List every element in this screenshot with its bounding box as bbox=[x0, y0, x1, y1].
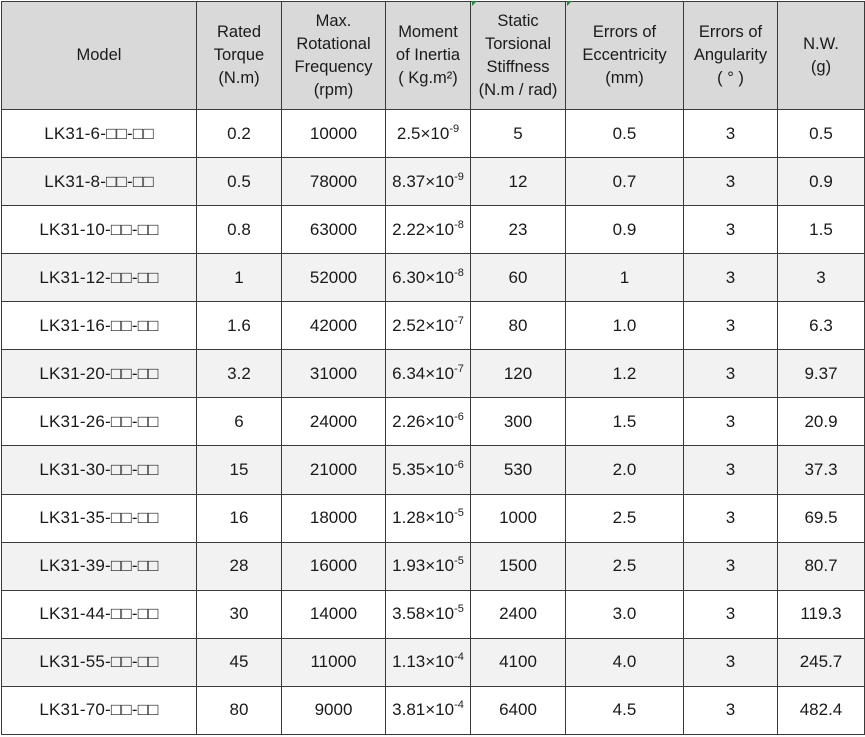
table-row bbox=[2, 446, 865, 494]
inertia-exponent: -9 bbox=[454, 170, 464, 183]
eccentricity-error-cell: 3.0 bbox=[566, 590, 684, 638]
torsional-stiffness-cell: 6400 bbox=[471, 686, 566, 734]
rated-torque-cell: 0.2 bbox=[197, 110, 282, 158]
max-frequency-cell: 31000 bbox=[282, 350, 386, 398]
column-header-line: Eccentricity bbox=[582, 46, 667, 64]
max-frequency-cell: 9000 bbox=[282, 686, 386, 734]
inertia-mantissa: 1.13×10 bbox=[392, 652, 455, 672]
model-cell: LK31-6-□□-□□ bbox=[2, 110, 197, 158]
eccentricity-error-cell: 0.7 bbox=[566, 158, 684, 206]
column-header-line: (N.m) bbox=[218, 69, 260, 87]
rated-torque-cell: 30 bbox=[197, 590, 282, 638]
rated-torque-cell: 3.2 bbox=[197, 350, 282, 398]
inertia-exponent: -5 bbox=[454, 555, 464, 568]
inertia-exponent: -5 bbox=[454, 507, 464, 520]
moment-of-inertia-cell bbox=[386, 254, 471, 302]
column-header-line: (N.m / rad) bbox=[478, 80, 558, 99]
column-header-line: Frequency bbox=[294, 57, 373, 76]
model-cell: LK31-26-□□-□□ bbox=[2, 398, 197, 446]
column-header-errors-of-eccentricity bbox=[566, 2, 684, 110]
model-cell: LK31-70-□□-□□ bbox=[2, 686, 197, 734]
inertia-exponent: -6 bbox=[454, 410, 464, 423]
moment-of-inertia-cell bbox=[386, 542, 471, 590]
model-cell: LK31-30-□□-□□ bbox=[2, 446, 197, 494]
angularity-error-cell: 3 bbox=[684, 446, 778, 494]
model-cell: LK31-39-□□-□□ bbox=[2, 542, 197, 590]
eccentricity-error-cell: 1.5 bbox=[566, 398, 684, 446]
eccentricity-error-cell: 4.0 bbox=[566, 638, 684, 686]
max-frequency-cell: 14000 bbox=[282, 590, 386, 638]
net-weight-cell: 0.5 bbox=[778, 110, 865, 158]
rated-torque-cell: 6 bbox=[197, 398, 282, 446]
inertia-exponent: -6 bbox=[454, 458, 464, 471]
rated-torque-cell: 1 bbox=[197, 254, 282, 302]
inertia-mantissa: 3.58×10 bbox=[392, 604, 455, 624]
net-weight-cell: 80.7 bbox=[778, 542, 865, 590]
angularity-error-cell: 3 bbox=[684, 206, 778, 254]
table-body bbox=[2, 110, 865, 735]
eccentricity-error-cell: 4.5 bbox=[566, 686, 684, 734]
max-frequency-cell: 10000 bbox=[282, 110, 386, 158]
model-cell: LK31-8-□□-□□ bbox=[2, 158, 197, 206]
column-header-line: Max. bbox=[315, 11, 352, 30]
max-frequency-cell: 21000 bbox=[282, 446, 386, 494]
angularity-error-cell: 3 bbox=[684, 542, 778, 590]
table-row bbox=[2, 542, 865, 590]
moment-of-inertia-cell bbox=[386, 494, 471, 542]
net-weight-cell: 20.9 bbox=[778, 398, 865, 446]
torsional-stiffness-cell: 23 bbox=[471, 206, 566, 254]
inertia-mantissa: 6.30×10 bbox=[392, 267, 455, 287]
moment-of-inertia-cell bbox=[386, 158, 471, 206]
eccentricity-error-cell: 0.5 bbox=[566, 110, 684, 158]
angularity-error-cell: 3 bbox=[684, 638, 778, 686]
table-row bbox=[2, 398, 865, 446]
max-frequency-cell: 18000 bbox=[282, 494, 386, 542]
column-header-line: ( ° ) bbox=[717, 69, 744, 87]
column-header-line: (rpm) bbox=[313, 80, 354, 99]
torsional-stiffness-cell: 4100 bbox=[471, 638, 566, 686]
inertia-mantissa: 8.37×10 bbox=[392, 171, 455, 191]
column-header-line: Torque bbox=[213, 46, 265, 64]
eccentricity-error-cell: 0.9 bbox=[566, 206, 684, 254]
header-row bbox=[2, 2, 865, 110]
inertia-mantissa: 2.5×10 bbox=[396, 123, 450, 143]
torsional-stiffness-cell: 2400 bbox=[471, 590, 566, 638]
table-row bbox=[2, 254, 865, 302]
rated-torque-cell: 28 bbox=[197, 542, 282, 590]
model-cell: LK31-10-□□-□□ bbox=[2, 206, 197, 254]
table-row bbox=[2, 110, 865, 158]
inertia-exponent: -4 bbox=[454, 699, 464, 712]
column-header-rated-torque bbox=[197, 2, 282, 110]
table-row bbox=[2, 638, 865, 686]
inertia-mantissa: 5.35×10 bbox=[392, 459, 455, 479]
column-header-line: Rated bbox=[216, 23, 262, 41]
torsional-stiffness-cell: 80 bbox=[471, 302, 566, 350]
model-cell: LK31-12-□□-□□ bbox=[2, 254, 197, 302]
net-weight-cell: 9.37 bbox=[778, 350, 865, 398]
inertia-mantissa: 2.26×10 bbox=[392, 411, 455, 431]
eccentricity-error-cell: 2.5 bbox=[566, 542, 684, 590]
cell-marker-icon bbox=[472, 1, 477, 6]
cell-marker-icon bbox=[567, 1, 572, 6]
inertia-mantissa: 6.34×10 bbox=[392, 363, 455, 383]
column-header-line: Model bbox=[76, 46, 122, 64]
moment-of-inertia-cell bbox=[386, 686, 471, 734]
column-header-max-rotational-frequency bbox=[282, 2, 386, 110]
model-cell: LK31-55-□□-□□ bbox=[2, 638, 197, 686]
eccentricity-error-cell: 1.0 bbox=[566, 302, 684, 350]
torsional-stiffness-cell: 60 bbox=[471, 254, 566, 302]
column-header-line: N.W. bbox=[803, 34, 839, 53]
inertia-exponent: -8 bbox=[454, 266, 464, 279]
column-header-line: of Inertia bbox=[395, 46, 461, 64]
max-frequency-cell: 42000 bbox=[282, 302, 386, 350]
column-header-errors-of-angularity bbox=[684, 2, 778, 110]
inertia-mantissa: 3.81×10 bbox=[392, 700, 455, 720]
net-weight-cell: 1.5 bbox=[778, 206, 865, 254]
column-header-line: Stiffness bbox=[486, 57, 550, 76]
net-weight-cell: 482.4 bbox=[778, 686, 865, 734]
column-header-line: Errors of bbox=[698, 23, 763, 41]
moment-of-inertia-cell bbox=[386, 206, 471, 254]
table-row bbox=[2, 206, 865, 254]
column-header-net-weight bbox=[778, 2, 865, 110]
torsional-stiffness-cell: 5 bbox=[471, 110, 566, 158]
eccentricity-error-cell: 2.5 bbox=[566, 494, 684, 542]
moment-of-inertia-cell bbox=[386, 590, 471, 638]
model-cell: LK31-16-□□-□□ bbox=[2, 302, 197, 350]
max-frequency-cell: 16000 bbox=[282, 542, 386, 590]
inertia-exponent: -4 bbox=[454, 651, 464, 664]
inertia-mantissa: 2.22×10 bbox=[392, 219, 455, 239]
torsional-stiffness-cell: 300 bbox=[471, 398, 566, 446]
torsional-stiffness-cell: 1500 bbox=[471, 542, 566, 590]
rated-torque-cell: 16 bbox=[197, 494, 282, 542]
inertia-exponent: -7 bbox=[454, 362, 464, 375]
rated-torque-cell: 80 bbox=[197, 686, 282, 734]
table-row bbox=[2, 350, 865, 398]
inertia-mantissa: 2.52×10 bbox=[392, 315, 455, 335]
net-weight-cell: 37.3 bbox=[778, 446, 865, 494]
angularity-error-cell: 3 bbox=[684, 254, 778, 302]
column-header-line: Rotational bbox=[296, 34, 371, 53]
angularity-error-cell: 3 bbox=[684, 350, 778, 398]
angularity-error-cell: 3 bbox=[684, 686, 778, 734]
max-frequency-cell: 78000 bbox=[282, 158, 386, 206]
rated-torque-cell: 1.6 bbox=[197, 302, 282, 350]
rated-torque-cell: 45 bbox=[197, 638, 282, 686]
inertia-exponent: -9 bbox=[449, 122, 460, 135]
column-header-line: ( Kg.m²) bbox=[398, 69, 458, 87]
inertia-mantissa: 1.28×10 bbox=[392, 508, 455, 528]
column-header-line: Angularity bbox=[693, 46, 768, 64]
column-header-model bbox=[2, 2, 197, 110]
inertia-exponent: -7 bbox=[454, 314, 464, 327]
net-weight-cell: 3 bbox=[778, 254, 865, 302]
moment-of-inertia-cell bbox=[386, 398, 471, 446]
moment-of-inertia-cell bbox=[386, 638, 471, 686]
angularity-error-cell: 3 bbox=[684, 158, 778, 206]
rated-torque-cell: 0.5 bbox=[197, 158, 282, 206]
torsional-stiffness-cell: 1000 bbox=[471, 494, 566, 542]
inertia-mantissa: 1.93×10 bbox=[392, 556, 455, 576]
net-weight-cell: 6.3 bbox=[778, 302, 865, 350]
torsional-stiffness-cell: 12 bbox=[471, 158, 566, 206]
column-header-line: Moment bbox=[398, 23, 458, 41]
column-header-line: (mm) bbox=[605, 69, 644, 87]
angularity-error-cell: 3 bbox=[684, 590, 778, 638]
eccentricity-error-cell: 1.2 bbox=[566, 350, 684, 398]
max-frequency-cell: 63000 bbox=[282, 206, 386, 254]
inertia-exponent: -5 bbox=[454, 603, 464, 616]
table-row bbox=[2, 686, 865, 734]
table-row bbox=[2, 302, 865, 350]
specification-table bbox=[1, 1, 865, 735]
angularity-error-cell: 3 bbox=[684, 494, 778, 542]
net-weight-cell: 69.5 bbox=[778, 494, 865, 542]
table-header bbox=[2, 2, 865, 110]
inertia-exponent: -8 bbox=[454, 218, 464, 231]
moment-of-inertia-cell bbox=[386, 350, 471, 398]
rated-torque-cell: 0.8 bbox=[197, 206, 282, 254]
model-cell: LK31-35-□□-□□ bbox=[2, 494, 197, 542]
torsional-stiffness-cell: 530 bbox=[471, 446, 566, 494]
angularity-error-cell: 3 bbox=[684, 110, 778, 158]
eccentricity-error-cell: 1 bbox=[566, 254, 684, 302]
table-row bbox=[2, 158, 865, 206]
model-cell: LK31-20-□□-□□ bbox=[2, 350, 197, 398]
eccentricity-error-cell: 2.0 bbox=[566, 446, 684, 494]
net-weight-cell: 245.7 bbox=[778, 638, 865, 686]
net-weight-cell: 0.9 bbox=[778, 158, 865, 206]
model-cell: LK31-44-□□-□□ bbox=[2, 590, 197, 638]
table-row bbox=[2, 494, 865, 542]
angularity-error-cell: 3 bbox=[684, 302, 778, 350]
column-header-line: (g) bbox=[810, 57, 832, 76]
rated-torque-cell: 15 bbox=[197, 446, 282, 494]
column-header-line: Errors of bbox=[592, 23, 657, 41]
net-weight-cell: 119.3 bbox=[778, 590, 865, 638]
moment-of-inertia-cell bbox=[386, 110, 471, 158]
moment-of-inertia-cell bbox=[386, 302, 471, 350]
column-header-static-torsional-stiffness bbox=[471, 2, 566, 110]
max-frequency-cell: 52000 bbox=[282, 254, 386, 302]
table-row bbox=[2, 590, 865, 638]
moment-of-inertia-cell bbox=[386, 446, 471, 494]
column-header-line: Torsional bbox=[484, 34, 552, 53]
column-header-moment-of-inertia bbox=[386, 2, 471, 110]
angularity-error-cell: 3 bbox=[684, 398, 778, 446]
max-frequency-cell: 11000 bbox=[282, 638, 386, 686]
torsional-stiffness-cell: 120 bbox=[471, 350, 566, 398]
column-header-line: Static bbox=[497, 11, 539, 30]
max-frequency-cell: 24000 bbox=[282, 398, 386, 446]
